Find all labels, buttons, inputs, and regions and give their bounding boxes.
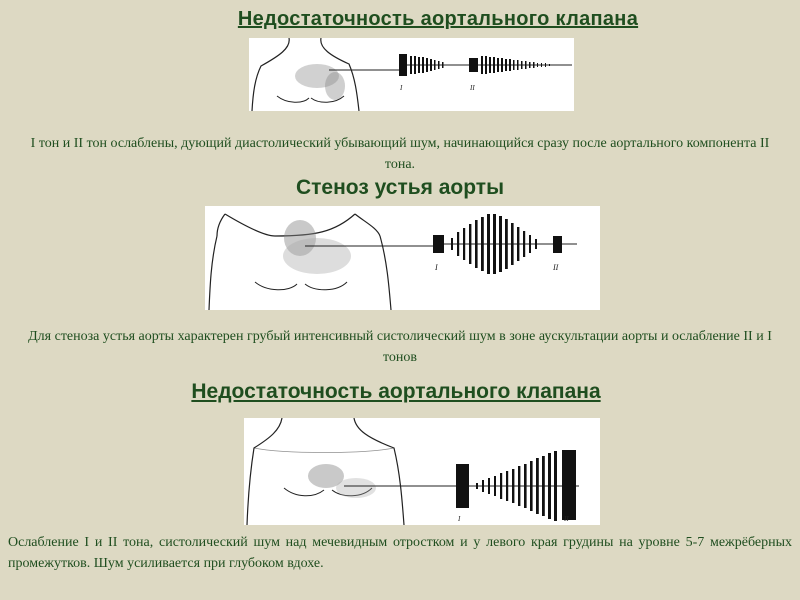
torso-outline: [247, 418, 282, 525]
tone-2-label: II: [470, 84, 475, 92]
tone-2-block: [469, 58, 478, 72]
section-1-title: Недостаточность аортального клапана: [237, 8, 639, 30]
tone-2-block: [553, 236, 562, 253]
murmur-area: [308, 464, 376, 498]
murmur-area: [283, 220, 351, 274]
section-2-title: Стеноз устья аорты: [295, 176, 505, 199]
aortic-stenosis-phonocardiogram: [205, 206, 600, 310]
section-2-description: Для стеноза устья аорты характерен грубый интенсивный систолический шум в зоне аускультации аорты и ослабление II и I тонов: [28, 329, 772, 365]
section-3-description: Ослабление I и II тона, систолический шум над мечевидным отростком и у левого края грудины на уровне 5-7 межрёберных промежутков. Шум усиливается при глубоком вдохе.: [8, 535, 792, 571]
tone-2-block: [562, 450, 576, 520]
tone-2-label: II: [553, 263, 559, 272]
murmur-crescendo-decrescendo: [451, 214, 537, 274]
murmur-area: [295, 64, 345, 100]
tone-1-label: I: [400, 84, 403, 92]
section-2-figure: [205, 206, 600, 310]
aortic-insufficiency-phonocardiogram-1: [249, 38, 574, 111]
tone-1-block: [433, 235, 444, 253]
tone-1-block: [399, 54, 407, 76]
aortic-insufficiency-phonocardiogram-2: [244, 418, 600, 525]
section-3-title: Недостаточность аортального клапана: [191, 380, 601, 403]
tone-2-label: II: [564, 515, 569, 523]
tone-1-block: [456, 464, 469, 508]
tone-1-label: I: [458, 515, 461, 523]
section-1-description: I тон и II тон ослаблены, дующий диастолический убывающий шум, начинающийся сразу после аортального компонента II тона.: [30, 136, 770, 172]
murmur-decreasing-1: [410, 56, 444, 74]
section-1-figure: [249, 38, 574, 111]
section-3-figure: [244, 418, 600, 525]
tone-1-label: I: [435, 263, 438, 272]
